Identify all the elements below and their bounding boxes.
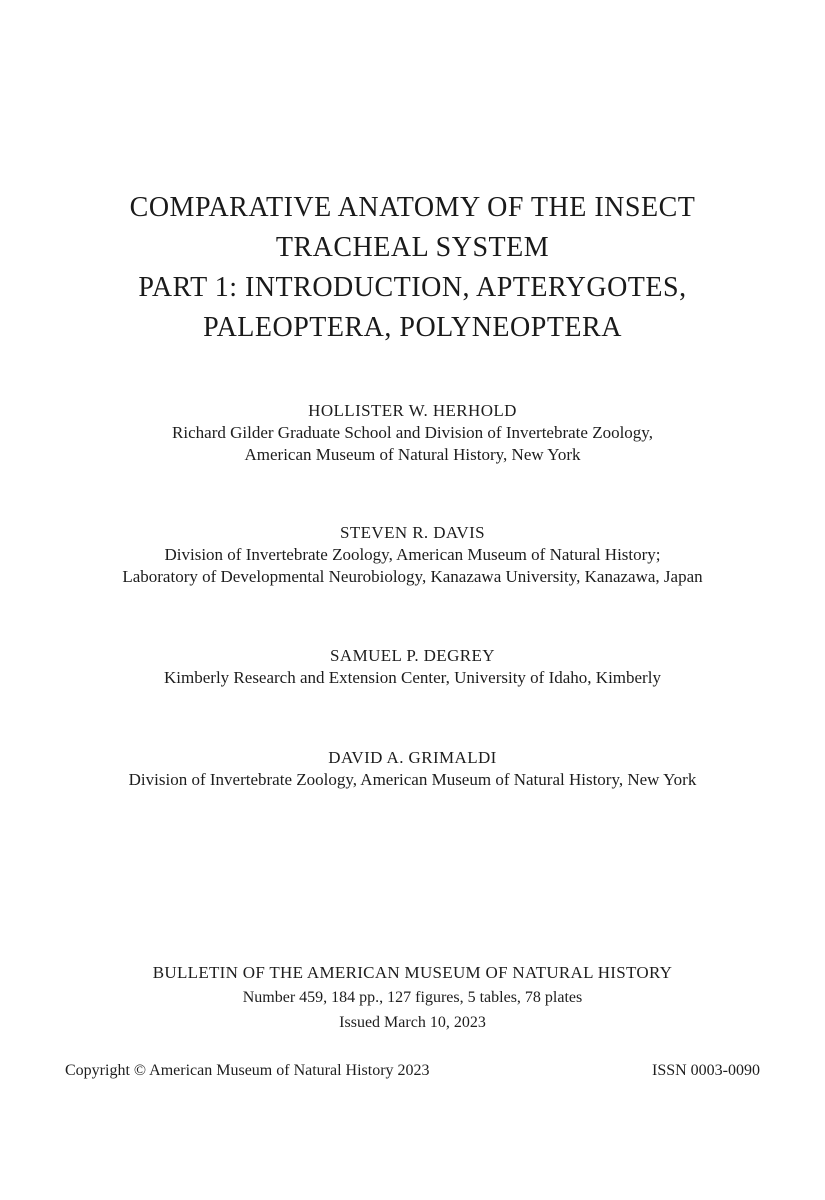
author-affiliation-line: Division of Invertebrate Zoology, American Museum of Natural History; — [164, 545, 661, 564]
copyright-notice: Copyright © American Museum of Natural History 2023 — [65, 1062, 430, 1079]
author-name: STEVEN R. DAVIS — [339, 523, 485, 542]
author-name: SAMUEL P. DEGREY — [330, 646, 495, 665]
issn-number: ISSN 0003-0090 — [651, 1062, 760, 1079]
author-name: DAVID A. GRIMALDI — [328, 748, 497, 767]
page-footer — [65, 1062, 760, 1080]
title-line-2: TRACHEAL SYSTEM — [275, 232, 550, 263]
author-block-grimaldi — [0, 747, 825, 791]
series-title: BULLETIN OF THE AMERICAN MUSEUM OF NATURAL HISTORY — [152, 963, 673, 982]
title-line-1: COMPARATIVE ANATOMY OF THE INSECT — [129, 192, 696, 223]
author-block-degrey — [0, 645, 825, 689]
issue-date: Issued March 10, 2023 — [339, 1014, 486, 1031]
author-affiliation-line: Kimberly Research and Extension Center, University of Idaho, Kimberly — [164, 668, 661, 687]
document-title — [0, 188, 825, 348]
author-block-herhold — [0, 400, 825, 466]
author-affiliation-line: American Museum of Natural History, New York — [244, 445, 581, 464]
title-line-3: PART 1: INTRODUCTION, APTERYGOTES, — [138, 272, 687, 303]
author-affiliation-line: Division of Invertebrate Zoology, American Museum of Natural History, New York — [128, 770, 697, 789]
imprint-block — [0, 960, 825, 1035]
author-block-davis — [0, 522, 825, 588]
title-line-4: PALEOPTERA, POLYNEOPTERA — [203, 312, 622, 343]
collation-line: Number 459, 184 pp., 127 figures, 5 tables, 78 plates — [242, 989, 583, 1006]
author-affiliation-line: Laboratory of Developmental Neurobiology, Kanazawa University, Kanazawa, Japan — [122, 567, 703, 586]
author-affiliation-line: Richard Gilder Graduate School and Division of Invertebrate Zoology, — [172, 423, 653, 442]
author-name: HOLLISTER W. HERHOLD — [308, 401, 517, 420]
